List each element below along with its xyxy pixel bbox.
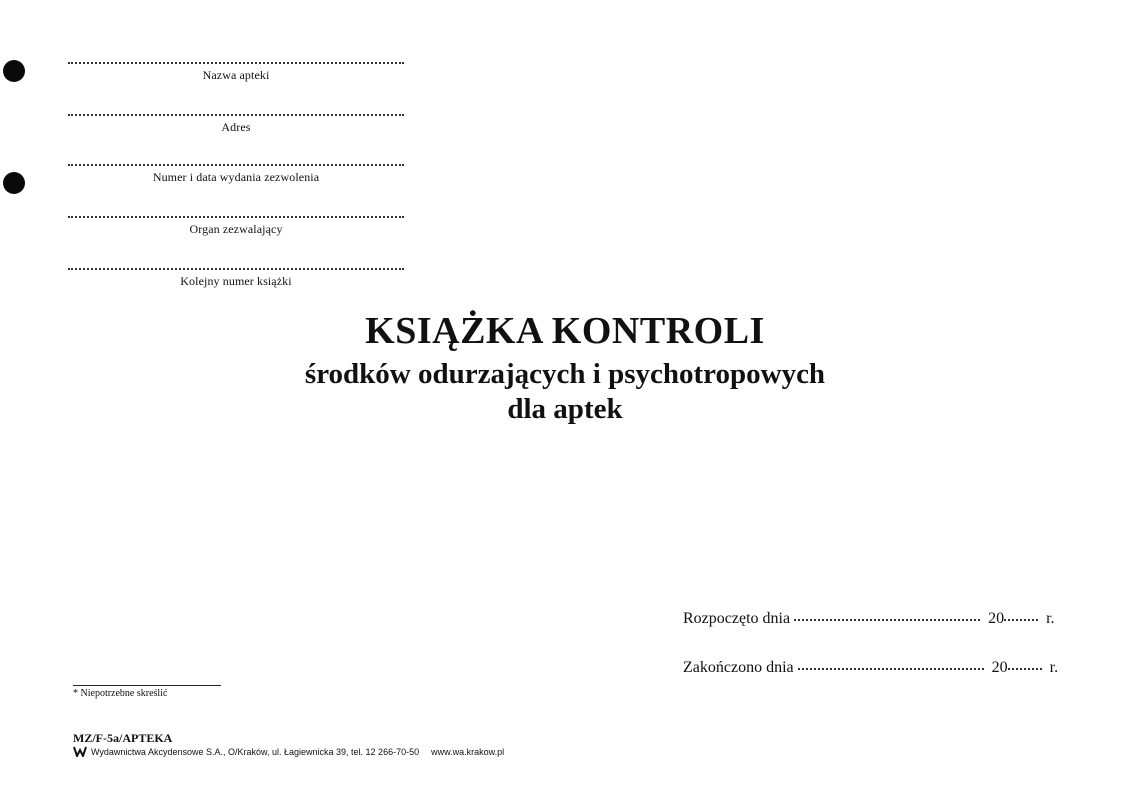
dotted-line <box>68 216 404 218</box>
year-suffix: r. <box>1046 610 1055 627</box>
year-suffix: r. <box>1049 659 1059 676</box>
dotted-line <box>68 62 404 64</box>
dotted-line <box>68 114 404 116</box>
address-field[interactable] <box>68 114 404 135</box>
publisher-line <box>73 746 504 757</box>
title-block <box>0 308 1126 426</box>
binder-hole-bottom <box>3 172 25 194</box>
end-date-row <box>683 659 1083 677</box>
permitting-authority-field[interactable] <box>68 216 404 237</box>
field-label: Kolejny numer książki <box>180 274 292 288</box>
start-date-row <box>683 610 1083 628</box>
field-label: Nazwa apteki <box>202 68 270 82</box>
page-subtitle-2: dla aptek <box>507 393 623 425</box>
pharmacy-name-field[interactable] <box>68 62 404 83</box>
field-label: Adres <box>221 120 251 134</box>
start-date-input[interactable] <box>794 619 980 621</box>
end-date-label: Zakończono dnia <box>683 659 794 676</box>
field-label: Organ zezwalający <box>189 222 283 236</box>
start-date-label: Rozpoczęto dnia <box>683 610 791 627</box>
footnote-divider <box>73 685 221 686</box>
dotted-line <box>68 268 404 270</box>
page-title: KSIĄŻKA KONTROLI <box>365 310 765 352</box>
year-prefix: 20 <box>991 659 1008 676</box>
year-prefix: 20 <box>988 610 1005 627</box>
book-sequence-number-field[interactable] <box>68 268 404 289</box>
end-year-input[interactable] <box>1008 668 1042 670</box>
footnote: * Niepotrzebne skreślić <box>73 688 168 699</box>
publisher-logo-icon <box>73 746 87 757</box>
start-year-input[interactable] <box>1004 619 1038 621</box>
binder-hole-top <box>3 60 25 82</box>
form-code: MZ/F-5a/APTEKA <box>73 731 173 745</box>
page-subtitle: środków odurzających i psychotropowych <box>304 358 826 390</box>
end-date-input[interactable] <box>798 668 984 670</box>
publisher-text: Wydawnictwa Akcydensowe S.A., O/Kraków, ul. Łagiewnicka 39, tel. 12 266-70-50 <box>91 747 420 757</box>
publisher-url: www.wa.krakow.pl <box>431 747 505 757</box>
dotted-line <box>68 164 404 166</box>
field-label: Numer i data wydania zezwolenia <box>152 170 320 184</box>
permit-number-date-field[interactable] <box>68 164 404 185</box>
